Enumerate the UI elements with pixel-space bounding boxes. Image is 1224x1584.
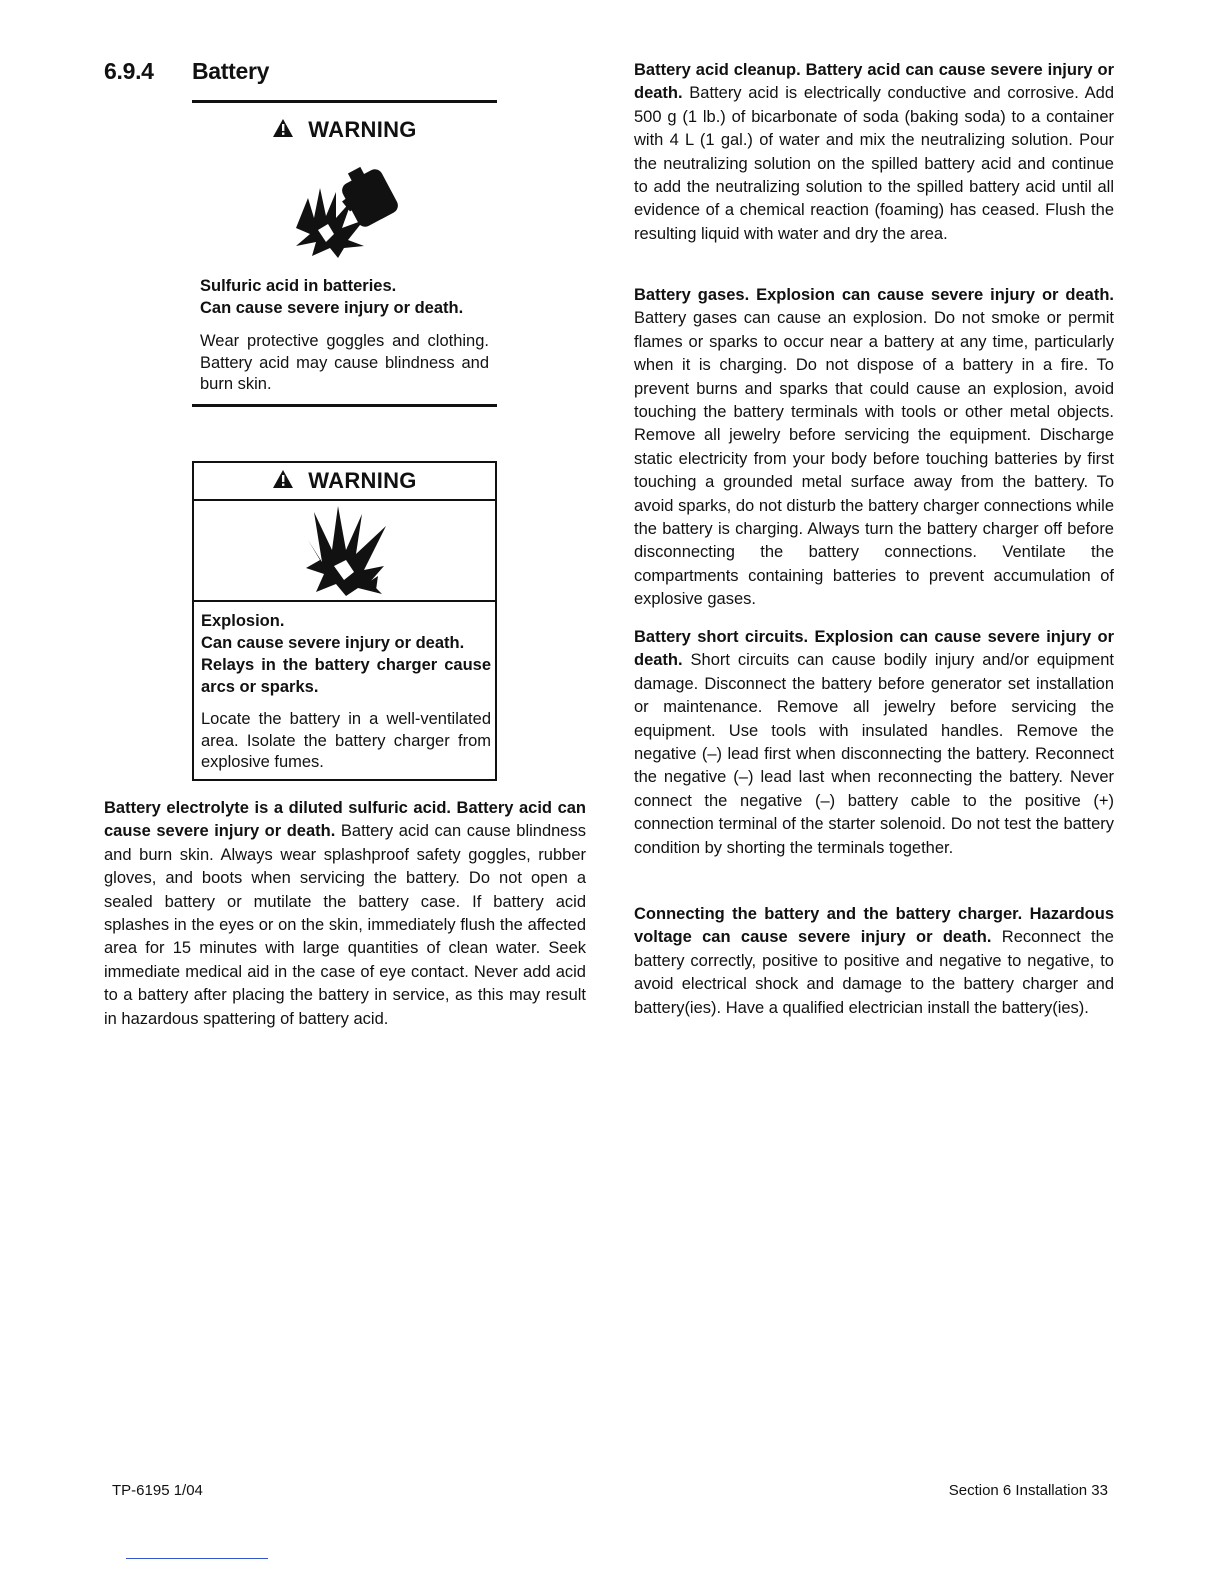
section-title: Battery — [192, 58, 270, 84]
warning2-hazard-line1: Explosion. — [201, 612, 285, 630]
warning2-hazard-line3: Relays in the battery charger cause arcs or sparks. — [201, 656, 491, 696]
warning2-picture — [194, 501, 495, 602]
warning2-header — [194, 463, 495, 501]
paragraph-acid-cleanup — [634, 59, 1114, 246]
footer-document-id: TP-6195 1/04 — [112, 1482, 203, 1499]
warning2-heading — [194, 468, 495, 495]
warning1-hazard-line1: Sulfuric acid in batteries. — [200, 277, 397, 295]
warning2-box — [192, 461, 497, 781]
warning1-bottom-rule — [192, 404, 497, 407]
paragraph-short-circuits — [634, 626, 1114, 860]
warning2-body: Locate the battery in a well-ventilated area. Isolate the battery charger from explosive fumes. — [201, 710, 491, 771]
paragraph-short-circuits-lead: Battery short circuits. Explosion can cause severe injury or death. — [634, 628, 1114, 670]
paragraph-battery-gases — [634, 284, 1114, 612]
paragraph-connecting-text: Reconnect the battery correctly, positive to positive and negative to negative, to avoid electrical shock and damage to the battery charger and battery(ies). Have a qualified electrician install the battery(ies). — [634, 928, 1114, 1017]
explosion-icon — [304, 504, 388, 601]
warning2-hazard — [201, 610, 491, 698]
warning1-heading — [192, 117, 497, 144]
paragraph-acid-cleanup-text: Battery acid is electrically conductive and corrosive. Add 500 g (1 lb.) of bicarbonate of soda (baking soda) to a container with 4 L (1 gal.) of water and mix the neutralizing solution. Pour the neutralizing solution on the spilled battery acid and continue to add the neutralizing solution to the spilled battery acid until all evidence of a chemical reaction (foaming) has ceased. Flush the resulting liquid with water and dry the area. — [634, 84, 1114, 243]
warning1-heading-text: WARNING — [308, 117, 417, 142]
section-number: 6.9.4 — [104, 58, 154, 84]
paragraph-acid-cleanup-lead: Battery acid cleanup. Battery acid can cause severe injury or death. — [634, 61, 1114, 103]
warning1-body: Wear protective goggles and clothing. Battery acid may cause blindness and burn skin. — [200, 332, 489, 393]
warning-triangle-icon — [272, 118, 294, 144]
paragraph-connecting-lead: Connecting the battery and the battery charger. Hazardous voltage can cause severe injury or death. — [634, 905, 1114, 947]
warning1-hazard-line2: Can cause severe injury or death. — [200, 299, 464, 317]
warning2-hazard-line2: Can cause severe injury or death. — [201, 634, 465, 652]
acid-splash-icon — [290, 160, 400, 260]
paragraph-electrolyte — [104, 797, 586, 1031]
footer-section-page: Section 6 Installation 33 — [948, 1482, 1108, 1499]
paragraph-electrolyte-lead: Battery electrolyte is a diluted sulfuric acid. Battery acid can cause severe injury or death. — [104, 799, 586, 841]
paragraph-connecting — [634, 903, 1114, 1020]
paragraph-battery-gases-text: Battery gases can cause an explosion. Do not smoke or permit flames or sparks to occur near a battery at any time, particularly when it is charging. Do not dispose of a battery in a fire. To prevent burns and sparks that could cause an explosion, avoid touching the battery terminals with tools or other metal objects. Remove all jewelry before servicing the equipment. Discharge static electricity from your body before touching batteries by first touching a grounded metal surface away from the battery. To avoid sparks, do not disturb the battery charger connections while the battery is charging. Always turn the battery charger off before disconnecting the battery connections. Ventilate the compartments containing batteries to prevent accumulation of explosive gases. — [634, 309, 1114, 609]
paragraph-short-circuits-text: Short circuits can cause bodily injury and/or equipment damage. Disconnect the battery before generator set installation or maintenance. Remove all jewelry before servicing the equipment. Use tools with insulated handles. Remove the negative (–) lead first when disconnecting the battery. Reconnect the negative (–) lead last when reconnecting the battery. Never connect the negative (–) battery cable to the positive (+) connection terminal of the starter solenoid. Do not test the battery condition by shorting the terminals together. — [634, 651, 1114, 857]
warning1-top-rule — [192, 100, 497, 103]
footer-link-underline — [126, 1558, 268, 1559]
paragraph-electrolyte-text: Battery acid can cause blindness and burn skin. Always wear splashproof safety goggles, rubber gloves, and boots when servicing the battery. Do not open a sealed battery or mutilate the battery case. If battery acid splashes in the eyes or on the skin, immediately flush the affected area for 15 minutes with large quantities of clean water. Seek immediate medical aid in the case of eye contact. Never add acid to a battery after placing the battery in service, as this may result in hazardous spattering of battery acid. — [104, 822, 586, 1028]
paragraph-battery-gases-lead: Battery gases. Explosion can cause severe injury or death. — [634, 286, 1114, 304]
warning1-hazard — [200, 275, 500, 319]
warning2-heading-text: WARNING — [308, 468, 417, 493]
warning-triangle-icon — [272, 469, 294, 495]
